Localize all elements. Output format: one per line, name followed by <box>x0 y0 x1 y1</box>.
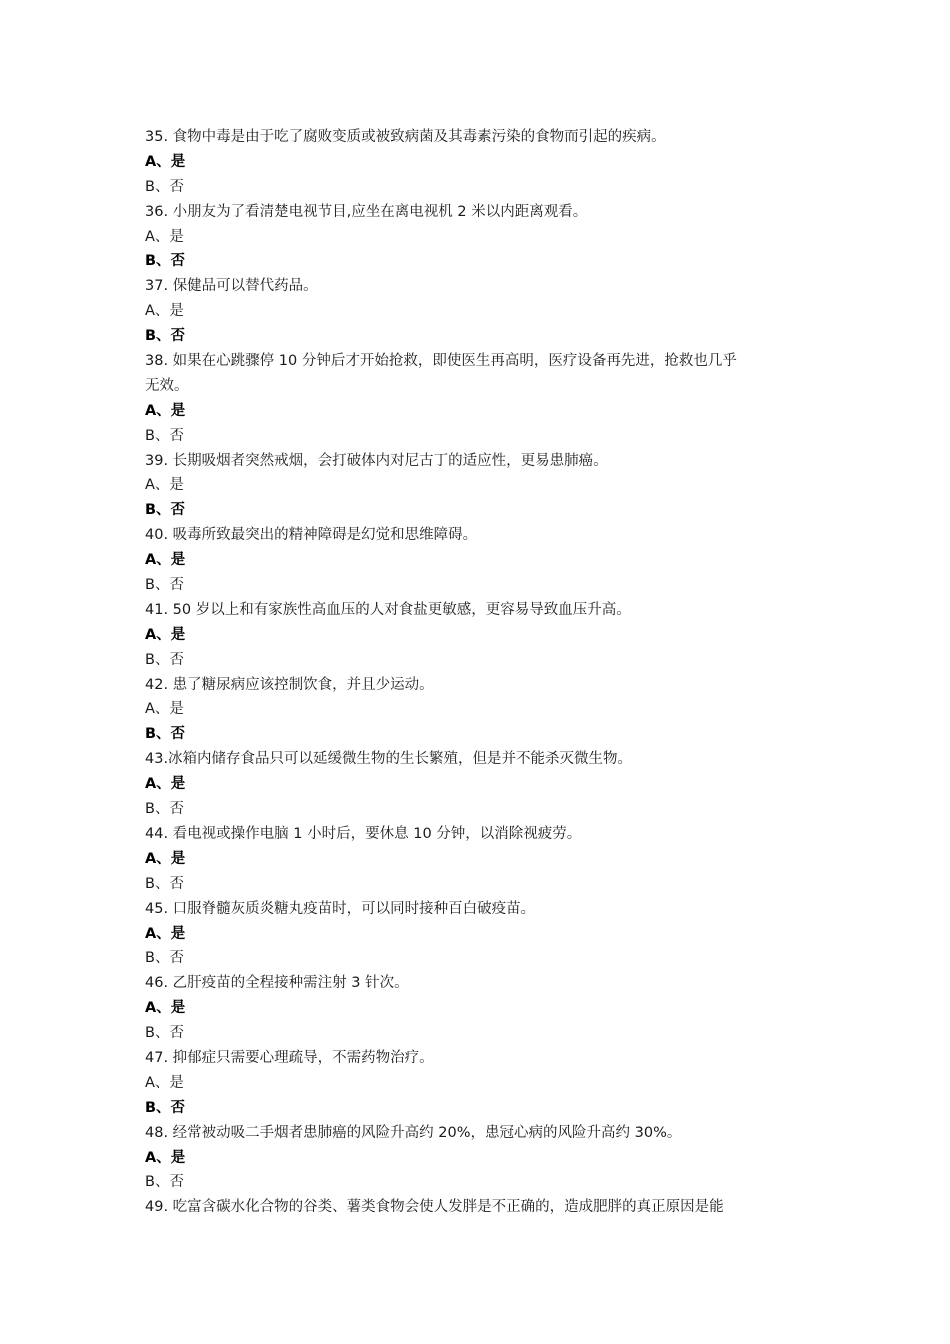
question-text: 43.冰箱内储存食品只可以延缓微生物的生长繁殖，但是并不能杀灭微生物。 <box>145 751 633 768</box>
answer-option: A、是 <box>145 303 184 320</box>
question-text: 40. 吸毒所致最突出的精神障碍是幻觉和思维障碍。 <box>145 527 478 544</box>
answer-option-correct: A、是 <box>145 626 186 643</box>
answer-option: B、否 <box>145 1025 184 1042</box>
answer-option: B、否 <box>145 875 184 892</box>
answer-option-correct: A、是 <box>145 776 186 793</box>
answer-option: A、是 <box>145 701 184 718</box>
question-text: 44. 看电视或操作电脑 1 小时后，要休息 10 分钟，以消除视疲劳。 <box>145 825 582 842</box>
answer-option: B、否 <box>145 577 184 594</box>
question-text: 48. 经常被动吸二手烟者患肺癌的风险升高约 20%，患冠心病的风险升高约 30%。 <box>145 1124 682 1141</box>
question-text: 39. 长期吸烟者突然戒烟，会打破体内对尼古丁的适应性，更易患肺癌。 <box>145 452 608 469</box>
answer-option-correct: A、是 <box>145 153 186 170</box>
question-text: 45. 口服脊髓灰质炎糖丸疫苗时，可以同时接种百白破疫苗。 <box>145 900 536 917</box>
answer-option-correct: A、是 <box>145 552 186 569</box>
answer-option-correct: B、否 <box>145 502 186 519</box>
answer-option: A、是 <box>145 1074 184 1091</box>
question-text: 37. 保健品可以替代药品。 <box>145 278 318 295</box>
answer-option-correct: B、否 <box>145 1099 186 1116</box>
answer-option: B、否 <box>145 651 184 668</box>
answer-option-correct: A、是 <box>145 1000 186 1017</box>
document-page <box>145 125 813 1220</box>
answer-option: B、否 <box>145 950 184 967</box>
answer-option: A、是 <box>145 228 184 245</box>
answer-option-correct: A、是 <box>145 850 186 867</box>
answer-option: B、否 <box>145 178 184 195</box>
question-text: 47. 抑郁症只需要心理疏导，不需药物治疗。 <box>145 1049 434 1066</box>
answer-option: B、否 <box>145 1174 184 1191</box>
answer-option-correct: B、否 <box>145 253 186 270</box>
answer-option: A、是 <box>145 477 184 494</box>
question-text: 49. 吃富含碳水化合物的谷类、薯类食物会使人发胖是不正确的，造成肥胖的真正原因是能 <box>145 1199 724 1216</box>
question-text: 46. 乙肝疫苗的全程接种需注射 3 针次。 <box>145 975 409 992</box>
question-text: 38. 如果在心跳骤停 10 分钟后才开始抢救，即使医生再高明，医疗设备再先进，抢救也几乎 <box>145 353 737 370</box>
question-text: 42. 患了糖尿病应该控制饮食，并且少运动。 <box>145 676 434 693</box>
question-text: 35. 食物中毒是由于吃了腐败变质或被致病菌及其毒素污染的食物而引起的疾病。 <box>145 129 666 145</box>
answer-option-correct: B、否 <box>145 328 186 345</box>
answer-option: B、否 <box>145 427 184 444</box>
answer-option: B、否 <box>145 801 184 818</box>
answer-option-correct: A、是 <box>145 402 186 419</box>
question-text: 无效。 <box>145 377 189 394</box>
answer-option-correct: B、否 <box>145 726 186 743</box>
question-text: 36. 小朋友为了看清楚电视节目,应坐在离电视机 2 米以内距离观看。 <box>145 203 588 220</box>
answer-option-correct: A、是 <box>145 925 186 942</box>
question-text: 41. 50 岁以上和有家族性高血压的人对食盐更敏感，更容易导致血压升高。 <box>145 601 631 618</box>
answer-option-correct: A、是 <box>145 1149 186 1166</box>
